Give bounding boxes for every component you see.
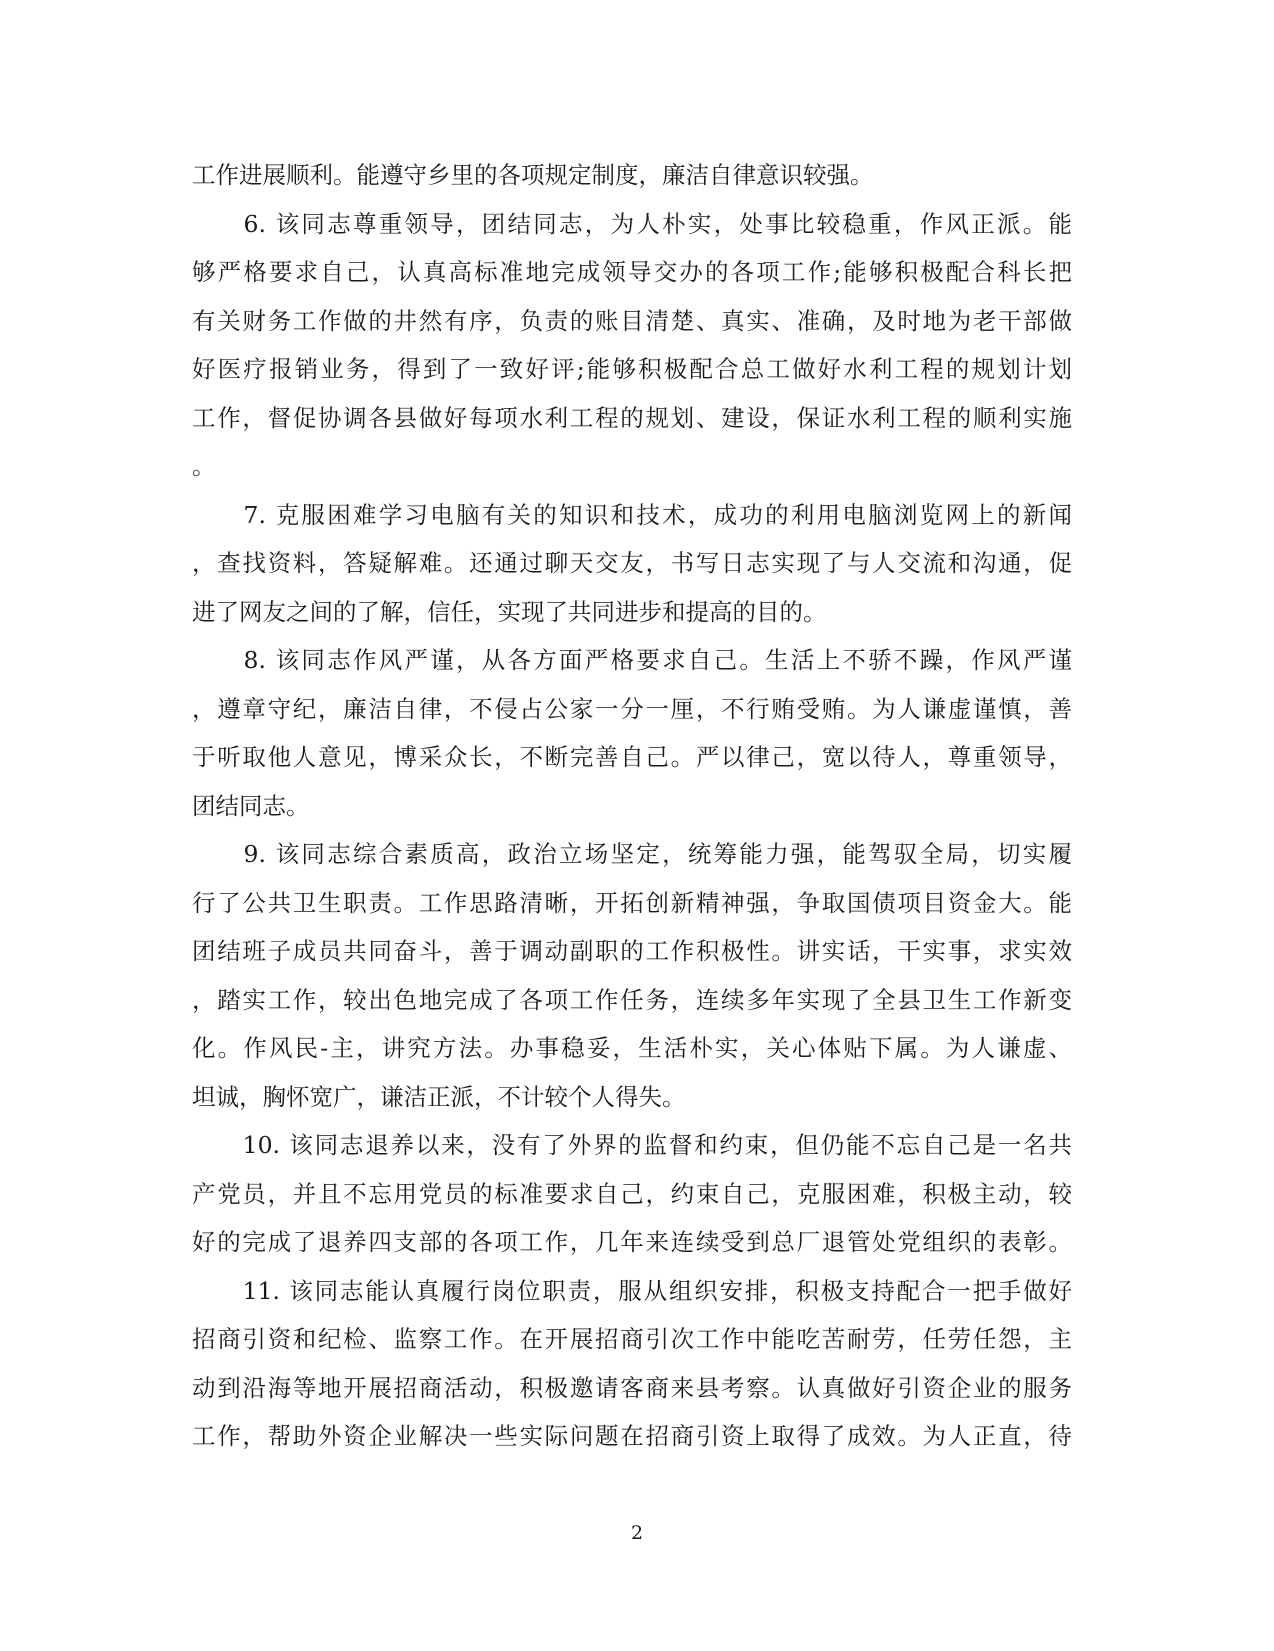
text-line: ，踏实工作，较出色地完成了各项工作任务，连续多年实现了全县卫生工作新变: [192, 985, 1072, 1014]
text-line: 好医疗报销业务，得到了一致好评;能够积极配合总工做好水利工程的规划计划: [192, 355, 1072, 383]
text-line: 团结班子成员共同奋斗，善于调动副职的工作积极性。讲实话，干实事，求实效: [192, 937, 1072, 965]
text-line: 工作进展顺利。能遵守乡里的各项规定制度，廉洁自律意识较强。: [192, 161, 874, 189]
text-line: 坦诚，胸怀宽广，谦洁正派，不计较个人得失。: [192, 1082, 686, 1111]
text-line: 产党员，并且不忘用党员的标准要求自己，约束自己，克服困难，积极主动，较: [192, 1179, 1072, 1208]
page-number: 2: [630, 1522, 644, 1544]
text-line: 10. 该同志退养以来，没有了外界的监督和约束，但仍能不忘自己是一名共: [192, 1131, 1072, 1159]
text-line: 6. 该同志尊重领导，团结同志，为人朴实，处事比较稳重，作风正派。能: [192, 209, 1072, 238]
text-line: ，查找资料，答疑解难。还通过聊天交友，书写日志实现了与人交流和沟通，促: [192, 549, 1072, 577]
text-line: 7. 克服困难学习电脑有关的知识和技术，成功的利用电脑浏览网上的新闻: [192, 500, 1072, 529]
text-line: ，遵章守纪，廉洁自律，不侵占公家一分一厘，不行贿受贿。为人谦虚谨慎，善: [192, 694, 1072, 723]
text-line: 动到沿海等地开展招商活动，积极邀请客商来县考察。认真做好引资企业的服务: [192, 1373, 1072, 1402]
text-line: 11. 该同志能认真履行岗位职责，服从组织安排，积极支持配合一把手做好: [192, 1276, 1072, 1305]
text-line: 行了公共卫生职责。工作思路清晰，开拓创新精神强，争取国债项目资金大。能: [192, 888, 1072, 917]
body-text: [192, 151, 1072, 1461]
text-line: 有关财务工作做的井然有序，负责的账目清楚、真实、准确，及时地为老干部做: [192, 306, 1072, 335]
text-line: 工作，帮助外资企业解决一些实际问题在招商引资上取得了成效。为人正直，待: [192, 1422, 1072, 1450]
text-line: 9. 该同志综合素质高，政治立场坚定，统筹能力强，能驾驭全局，切实履: [192, 840, 1072, 868]
text-line: 团结同志。: [192, 791, 310, 820]
text-line: 8. 该同志作风严谨，从各方面严格要求自己。生活上不骄不躁，作风严谨: [192, 646, 1072, 674]
text-line: 好的完成了退养四支部的各项工作，几年来连续受到总厂退管处党组织的表彰。: [192, 1228, 1072, 1256]
text-line: 化。作风民-主，讲究方法。办事稳妥，生活朴实，关心体贴下属。为人谦虚、: [192, 1034, 1072, 1062]
text-line: 进了网友之间的了解，信任，实现了共同进步和提高的目的。: [192, 597, 827, 626]
text-line: 于听取他人意见，博采众长，不断完善自己。严以律己，宽以待人，尊重领导，: [192, 743, 1072, 771]
text-line: 。: [192, 452, 216, 480]
text-line: 够严格要求自己，认真高标准地完成领导交办的各项工作;能够积极配合科长把: [192, 258, 1072, 286]
text-line: 招商引资和纪检、监察工作。在开展招商引次工作中能吃苦耐劳，任劳任怨，主: [192, 1325, 1072, 1353]
text-line: 工作，督促协调各县做好每项水利工程的规划、建设，保证水利工程的顺利实施: [192, 403, 1072, 432]
